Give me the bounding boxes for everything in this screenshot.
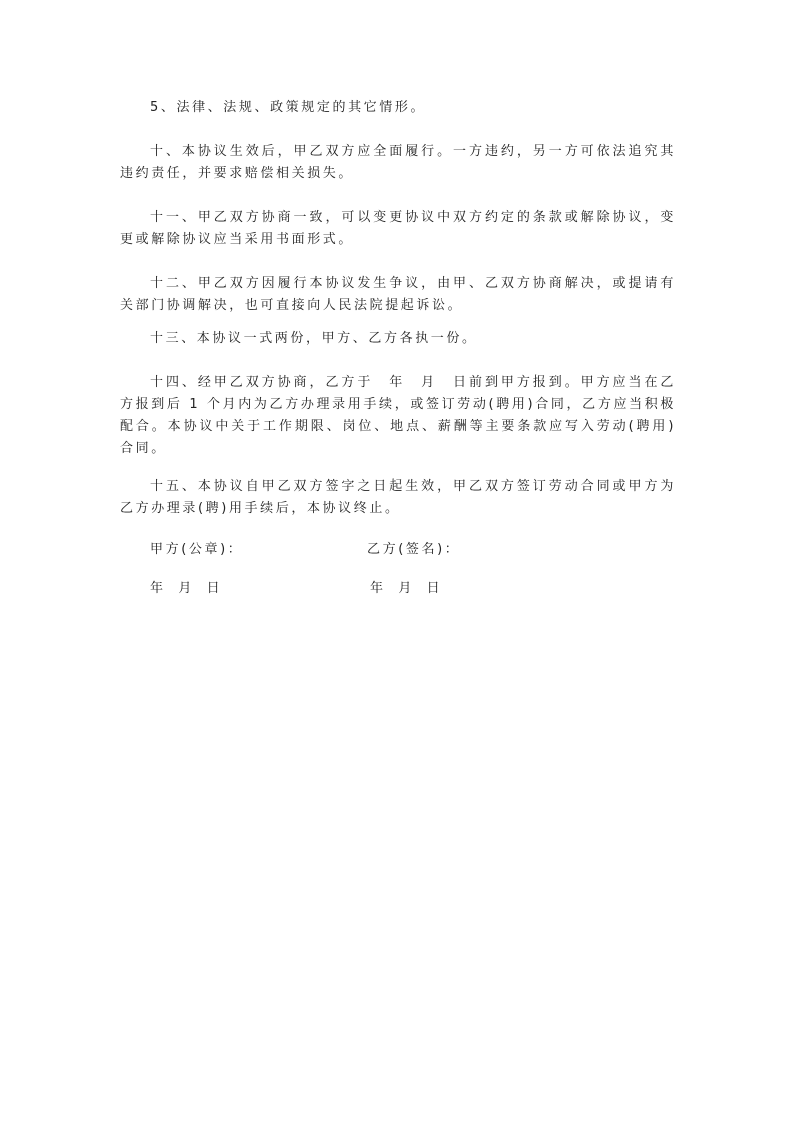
party-a-date: 年 月 日 — [150, 581, 223, 596]
party-a-seal-label: 甲方(公章)： — [150, 542, 244, 557]
clause-15: 十五、本协议自甲乙双方签字之日起生效，甲乙双方签订劳动合同或甲方为乙方办理录(聘)用手续后，本协议终止。 — [120, 479, 676, 516]
party-b-date: 年 月 日 — [370, 581, 443, 596]
clause-10: 十、本协议生效后，甲乙双方应全面履行。一方违约，另一方可依法追究其违约责任，并要求赔偿相关损失。 — [120, 144, 676, 181]
clause-13: 十三、本协议一式两份，甲方、乙方各执一份。 — [150, 331, 478, 346]
clause-12: 十二、甲乙双方因履行本协议发生争议，由甲、乙双方协商解决，或提请有关部门协调解决，也可直接向人民法院提起诉讼。 — [120, 276, 676, 313]
clause-5-item: 5、法律、法规、政策规定的其它情形。 — [150, 100, 427, 115]
clause-14: 十四、经甲乙双方协商，乙方于 年 月 日前到甲方报到。甲方应当在乙方报到后 1 个月内为乙方办理录用手续，或签订劳动(聘用)合同，乙方应当积极配合。本协议中关于工作期限、岗位、地点、薪酬等主要条款应写入劳动(聘用)合同。 — [120, 375, 676, 456]
clause-11: 十一、甲乙双方协商一致，可以变更协议中双方约定的条款或解除协议，变更或解除协议应当采用书面形式。 — [120, 210, 676, 247]
party-b-signature-label: 乙方(签名)： — [367, 542, 461, 557]
